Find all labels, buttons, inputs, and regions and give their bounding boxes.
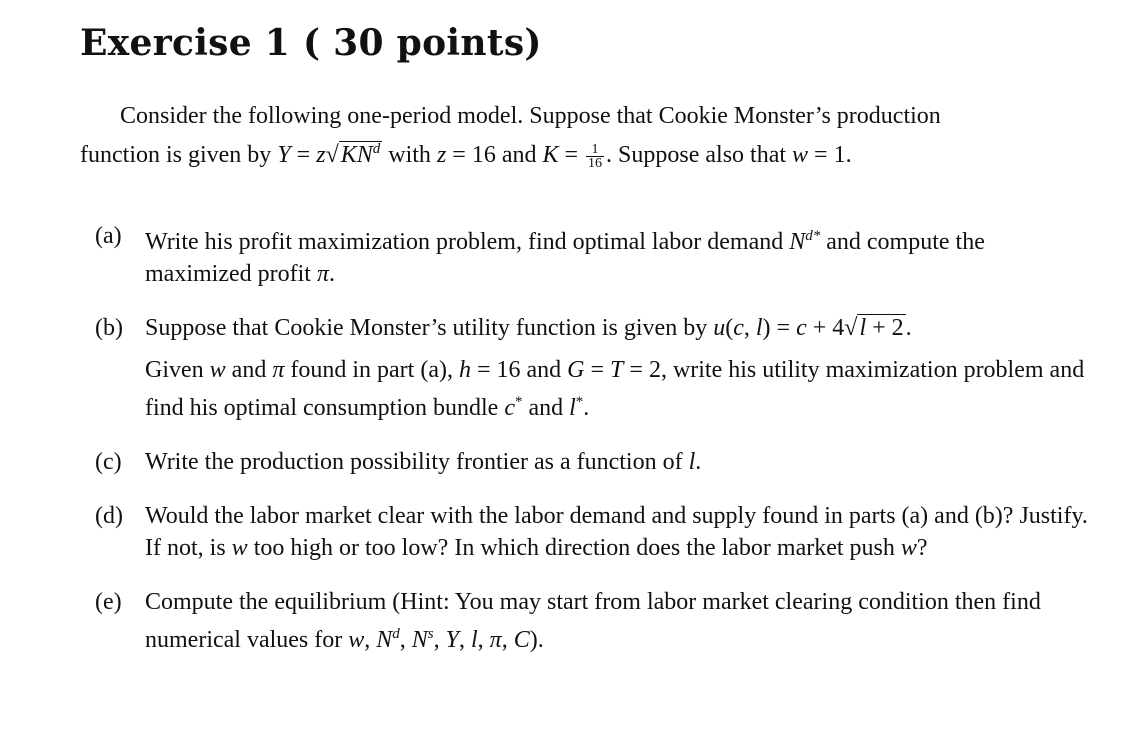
intro-paragraph [80, 100, 1095, 172]
question-d: (d) Would the labor market clear with the labor demand and supply found in parts (a) and (b)? Justify. If not, is w too high or too low? In which direction does the labor market push w? [95, 503, 1088, 561]
fraction-1-16: $\frac{1}{16}$ [588, 141, 603, 171]
intro-line-1: Consider the following one-period model. Suppose that Cookie Monster’s production [120, 103, 941, 129]
intro-line-2: function is given by $Y = z√KN^d$ with z = 16 and K = $\frac{1}{16}$ . Suppose also that w = 1. [80, 133, 1095, 172]
question-e: (e) Compute the equilibrium (Hint: You may start from labor market clearing condition then find numerical values for w, $N^d$, $N^s$, Y, l, π, C). [95, 589, 1041, 653]
question-b: (b) Suppose that Cookie Monster’s utility function is given by u(c, l) = c + 4√l + 2. Given w and π found in part (a), h = 16 and G = T = 2, write his utility maximization problem and find his optimal consumption bundle c* and l*. [95, 315, 1085, 421]
question-c: (c) Write the production possibility frontier as a function of l. [95, 449, 702, 475]
question-list [95, 220, 1095, 678]
exercise-title: Exercise 1 ( 30 points) [80, 22, 542, 64]
question-a: (a) Write his profit maximization problem, find optimal labor demand $N^{d*}$ and compute the maximized profit π. [95, 223, 985, 287]
sqrt-expression: $√KN^d$ [325, 141, 381, 168]
